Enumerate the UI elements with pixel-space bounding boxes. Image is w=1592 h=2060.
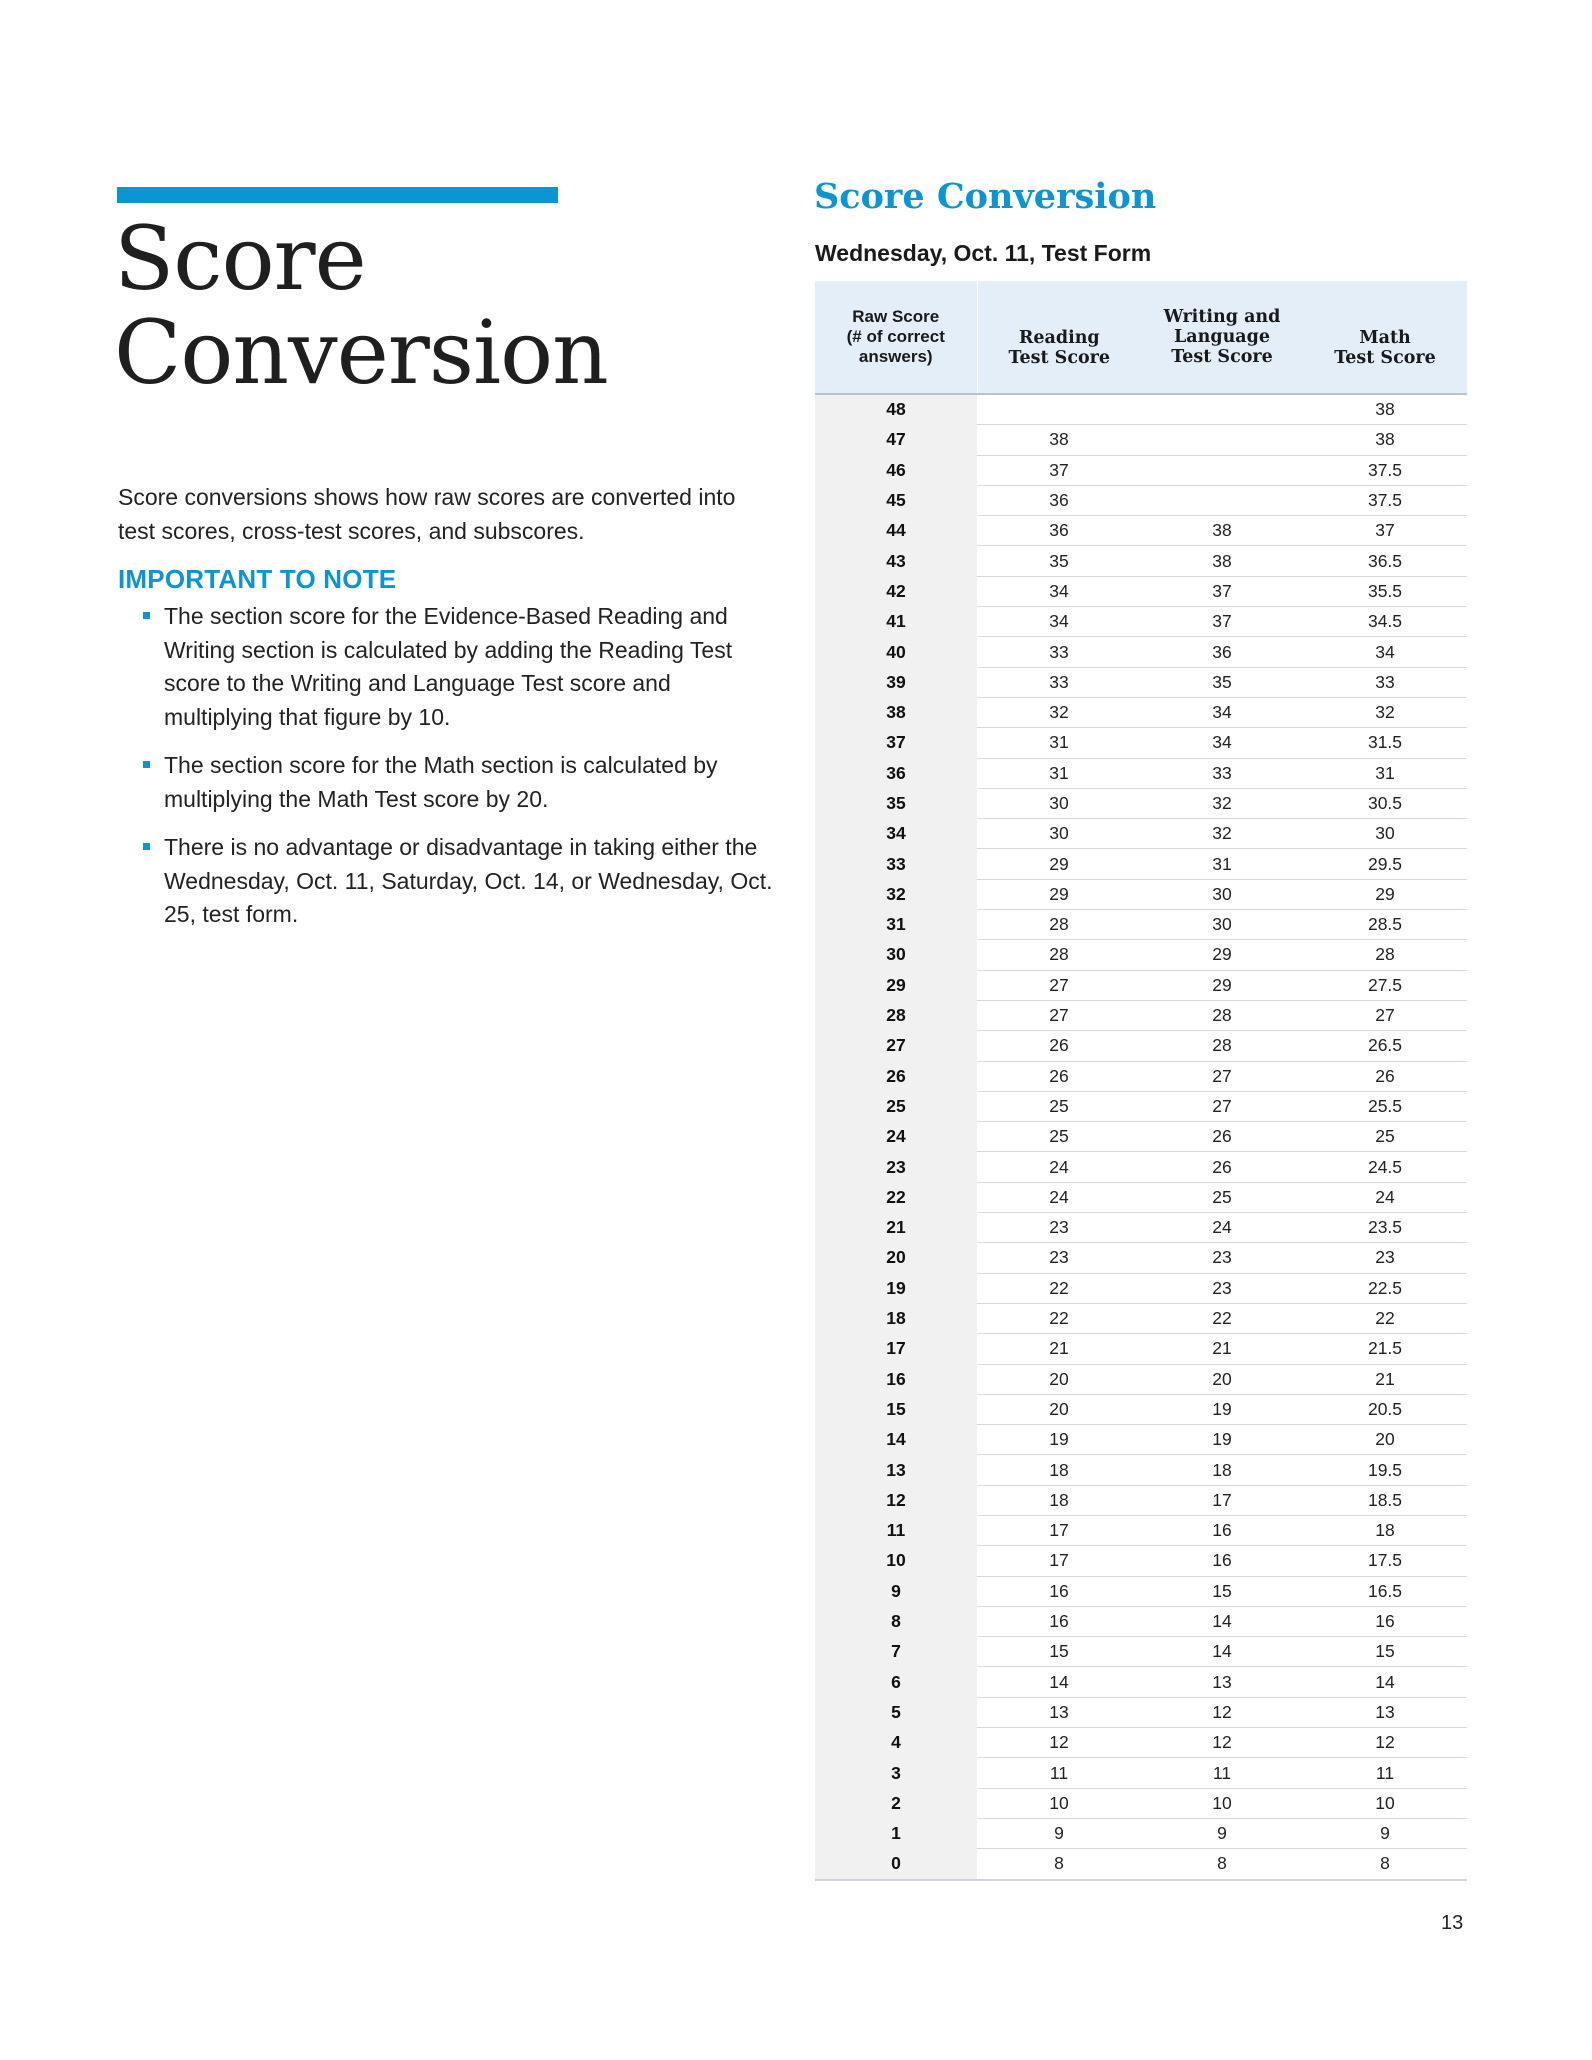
header-raw-line1: Raw Score [852, 307, 940, 326]
cell-writing-language-score: 14 [1141, 1606, 1303, 1636]
cell-reading-score: 27 [977, 970, 1141, 1000]
table-row [815, 1788, 1467, 1818]
cell-writing-language-score: 12 [1141, 1728, 1303, 1758]
cell-raw-score: 12 [815, 1485, 977, 1515]
cell-writing-language-score: 22 [1141, 1303, 1303, 1333]
table-row [815, 697, 1467, 727]
cell-raw-score: 1 [815, 1818, 977, 1848]
cell-raw-score: 31 [815, 910, 977, 940]
cell-reading-score: 17 [977, 1515, 1141, 1545]
cell-reading-score: 27 [977, 1000, 1141, 1030]
cell-reading-score: 28 [977, 910, 1141, 940]
bullet-square-icon [143, 761, 150, 768]
cell-raw-score: 8 [815, 1606, 977, 1636]
cell-math-score: 18.5 [1303, 1485, 1467, 1515]
cell-math-score: 22.5 [1303, 1273, 1467, 1303]
cell-math-score: 31 [1303, 758, 1467, 788]
header-wl-line3: Test Score [1171, 347, 1273, 367]
table-row [815, 1637, 1467, 1667]
page-title [114, 207, 608, 404]
cell-writing-language-score: 32 [1141, 819, 1303, 849]
cell-reading-score: 30 [977, 819, 1141, 849]
table-row [815, 1000, 1467, 1030]
cell-reading-score: 16 [977, 1606, 1141, 1636]
table-row [815, 819, 1467, 849]
cell-raw-score: 28 [815, 1000, 977, 1030]
cell-writing-language-score: 13 [1141, 1667, 1303, 1697]
cell-writing-language-score: 23 [1141, 1273, 1303, 1303]
cell-raw-score: 2 [815, 1788, 977, 1818]
cell-reading-score: 29 [977, 849, 1141, 879]
cell-math-score: 15 [1303, 1637, 1467, 1667]
cell-math-score: 32 [1303, 697, 1467, 727]
table-row [815, 1667, 1467, 1697]
note-item-text: The section score for the Math section is calculated by multiplying the Math Test score by 20. [164, 752, 718, 812]
cell-math-score: 29.5 [1303, 849, 1467, 879]
table-row [815, 394, 1467, 425]
score-conversion-table [815, 281, 1467, 1881]
cell-writing-language-score: 10 [1141, 1788, 1303, 1818]
cell-reading-score: 31 [977, 758, 1141, 788]
cell-reading-score: 15 [977, 1637, 1141, 1667]
table-row [815, 1728, 1467, 1758]
cell-writing-language-score: 16 [1141, 1515, 1303, 1545]
header-math-line1: Math [1359, 328, 1411, 348]
cell-raw-score: 32 [815, 879, 977, 909]
cell-writing-language-score: 33 [1141, 758, 1303, 788]
page-title-line2: Conversion [114, 301, 608, 404]
cell-writing-language-score: 34 [1141, 728, 1303, 758]
cell-math-score: 16 [1303, 1606, 1467, 1636]
cell-reading-score: 12 [977, 1728, 1141, 1758]
cell-raw-score: 29 [815, 970, 977, 1000]
cell-reading-score: 20 [977, 1394, 1141, 1424]
cell-reading-score: 21 [977, 1334, 1141, 1364]
table-row [815, 425, 1467, 455]
cell-math-score: 27.5 [1303, 970, 1467, 1000]
table-row [815, 1818, 1467, 1848]
table-row [815, 1152, 1467, 1182]
cell-reading-score: 10 [977, 1788, 1141, 1818]
cell-math-score: 28 [1303, 940, 1467, 970]
cell-writing-language-score: 37 [1141, 576, 1303, 606]
table-row [815, 607, 1467, 637]
cell-raw-score: 11 [815, 1515, 977, 1545]
cell-raw-score: 0 [815, 1849, 977, 1880]
table-row [815, 667, 1467, 697]
cell-reading-score: 33 [977, 667, 1141, 697]
table-body [815, 394, 1467, 1880]
cell-math-score: 26.5 [1303, 1031, 1467, 1061]
header-math-score [1303, 281, 1467, 394]
note-item [118, 600, 778, 734]
cell-writing-language-score: 15 [1141, 1576, 1303, 1606]
cell-writing-language-score: 32 [1141, 788, 1303, 818]
table-row [815, 1485, 1467, 1515]
cell-math-score: 24.5 [1303, 1152, 1467, 1182]
table-header-row [815, 281, 1467, 394]
cell-math-score: 23.5 [1303, 1213, 1467, 1243]
table-row [815, 728, 1467, 758]
cell-math-score: 26 [1303, 1061, 1467, 1091]
header-raw-score [815, 281, 977, 394]
cell-math-score: 31.5 [1303, 728, 1467, 758]
cell-math-score: 14 [1303, 1667, 1467, 1697]
cell-math-score: 37 [1303, 516, 1467, 546]
cell-raw-score: 5 [815, 1697, 977, 1727]
cell-writing-language-score: 31 [1141, 849, 1303, 879]
cell-math-score: 34.5 [1303, 607, 1467, 637]
cell-math-score: 30.5 [1303, 788, 1467, 818]
cell-writing-language-score: 30 [1141, 879, 1303, 909]
cell-reading-score: 22 [977, 1273, 1141, 1303]
cell-reading-score: 30 [977, 788, 1141, 818]
table-row [815, 455, 1467, 485]
cell-raw-score: 35 [815, 788, 977, 818]
header-reading-line2: Test Score [1008, 348, 1110, 368]
note-list [118, 600, 778, 947]
cell-writing-language-score: 38 [1141, 516, 1303, 546]
cell-math-score: 37.5 [1303, 485, 1467, 515]
cell-reading-score: 31 [977, 728, 1141, 758]
cell-reading-score [977, 394, 1141, 425]
table-row [815, 1122, 1467, 1152]
table-row [815, 788, 1467, 818]
cell-raw-score: 46 [815, 455, 977, 485]
cell-reading-score: 33 [977, 637, 1141, 667]
cell-reading-score: 19 [977, 1425, 1141, 1455]
cell-math-score: 28.5 [1303, 910, 1467, 940]
note-item [118, 749, 778, 816]
cell-reading-score: 29 [977, 879, 1141, 909]
cell-writing-language-score: 18 [1141, 1455, 1303, 1485]
cell-reading-score: 14 [977, 1667, 1141, 1697]
cell-math-score: 16.5 [1303, 1576, 1467, 1606]
table-row [815, 637, 1467, 667]
table-row [815, 576, 1467, 606]
cell-math-score: 35.5 [1303, 576, 1467, 606]
cell-raw-score: 6 [815, 1667, 977, 1697]
cell-raw-score: 25 [815, 1091, 977, 1121]
intro-text: Score conversions shows how raw scores are converted into test scores, cross-test scores, and subscores. [118, 484, 736, 544]
table-row [815, 1455, 1467, 1485]
cell-writing-language-score: 27 [1141, 1061, 1303, 1091]
cell-raw-score: 36 [815, 758, 977, 788]
cell-writing-language-score: 9 [1141, 1818, 1303, 1848]
table-row [815, 1515, 1467, 1545]
cell-raw-score: 47 [815, 425, 977, 455]
cell-reading-score: 9 [977, 1818, 1141, 1848]
table-row [815, 1425, 1467, 1455]
cell-math-score: 12 [1303, 1728, 1467, 1758]
cell-math-score: 38 [1303, 394, 1467, 425]
table-row [815, 910, 1467, 940]
cell-writing-language-score: 38 [1141, 546, 1303, 576]
cell-raw-score: 14 [815, 1425, 977, 1455]
cell-reading-score: 35 [977, 546, 1141, 576]
table-row [815, 1849, 1467, 1880]
table-row [815, 1758, 1467, 1788]
cell-math-score: 22 [1303, 1303, 1467, 1333]
note-item [118, 831, 778, 932]
cell-writing-language-score [1141, 485, 1303, 515]
cell-reading-score: 16 [977, 1576, 1141, 1606]
table-row [815, 1697, 1467, 1727]
cell-writing-language-score: 24 [1141, 1213, 1303, 1243]
table-row [815, 758, 1467, 788]
cell-math-score: 10 [1303, 1788, 1467, 1818]
cell-reading-score: 13 [977, 1697, 1141, 1727]
cell-math-score: 27 [1303, 1000, 1467, 1030]
table-row [815, 1091, 1467, 1121]
cell-raw-score: 23 [815, 1152, 977, 1182]
cell-raw-score: 38 [815, 697, 977, 727]
cell-reading-score: 18 [977, 1485, 1141, 1515]
cell-writing-language-score: 19 [1141, 1425, 1303, 1455]
bullet-square-icon [143, 612, 150, 619]
table-row [815, 879, 1467, 909]
cell-reading-score: 26 [977, 1031, 1141, 1061]
cell-reading-score: 17 [977, 1546, 1141, 1576]
header-raw-line2: (# of correct [846, 327, 945, 346]
cell-math-score: 25 [1303, 1122, 1467, 1152]
cell-raw-score: 9 [815, 1576, 977, 1606]
cell-writing-language-score: 21 [1141, 1334, 1303, 1364]
cell-writing-language-score: 23 [1141, 1243, 1303, 1273]
cell-math-score: 37.5 [1303, 455, 1467, 485]
note-item-text: There is no advantage or disadvantage in taking either the Wednesday, Oct. 11, Saturday, Oct. 14, or Wednesday, Oct. 25, test form. [164, 834, 773, 927]
cell-raw-score: 33 [815, 849, 977, 879]
cell-math-score: 11 [1303, 1758, 1467, 1788]
table-row [815, 516, 1467, 546]
header-wl-line2: Language [1173, 327, 1271, 347]
cell-math-score: 34 [1303, 637, 1467, 667]
cell-writing-language-score: 14 [1141, 1637, 1303, 1667]
cell-math-score: 21.5 [1303, 1334, 1467, 1364]
cell-raw-score: 10 [815, 1546, 977, 1576]
cell-raw-score: 16 [815, 1364, 977, 1394]
cell-reading-score: 18 [977, 1455, 1141, 1485]
cell-raw-score: 30 [815, 940, 977, 970]
cell-writing-language-score: 25 [1141, 1182, 1303, 1212]
header-writing-language-score [1141, 281, 1303, 394]
cell-math-score: 29 [1303, 879, 1467, 909]
cell-raw-score: 26 [815, 1061, 977, 1091]
cell-math-score: 30 [1303, 819, 1467, 849]
cell-math-score: 19.5 [1303, 1455, 1467, 1485]
table-row [815, 849, 1467, 879]
cell-reading-score: 37 [977, 455, 1141, 485]
cell-raw-score: 37 [815, 728, 977, 758]
cell-writing-language-score: 26 [1141, 1122, 1303, 1152]
cell-raw-score: 43 [815, 546, 977, 576]
table-row [815, 1394, 1467, 1424]
cell-raw-score: 27 [815, 1031, 977, 1061]
cell-writing-language-score: 37 [1141, 607, 1303, 637]
cell-math-score: 38 [1303, 425, 1467, 455]
table-row [815, 1031, 1467, 1061]
cell-math-score: 20 [1303, 1425, 1467, 1455]
cell-math-score: 9 [1303, 1818, 1467, 1848]
table-row [815, 940, 1467, 970]
cell-raw-score: 21 [815, 1213, 977, 1243]
cell-reading-score: 28 [977, 940, 1141, 970]
cell-reading-score: 25 [977, 1091, 1141, 1121]
cell-raw-score: 19 [815, 1273, 977, 1303]
page-number: 13 [1441, 1912, 1464, 1934]
cell-writing-language-score: 34 [1141, 697, 1303, 727]
test-form-title: Wednesday, Oct. 11, Test Form [815, 240, 1152, 266]
cell-writing-language-score: 27 [1141, 1091, 1303, 1121]
table-row [815, 1213, 1467, 1243]
cell-math-score: 8 [1303, 1849, 1467, 1880]
page-title-line1: Score [114, 207, 366, 310]
cell-math-score: 17.5 [1303, 1546, 1467, 1576]
cell-raw-score: 4 [815, 1728, 977, 1758]
section-title: Score Conversion [814, 176, 1157, 217]
cell-raw-score: 20 [815, 1243, 977, 1273]
header-math-line2: Test Score [1334, 348, 1436, 368]
table-row [815, 546, 1467, 576]
cell-writing-language-score: 17 [1141, 1485, 1303, 1515]
cell-reading-score: 38 [977, 425, 1141, 455]
table-row [815, 1606, 1467, 1636]
cell-math-score: 21 [1303, 1364, 1467, 1394]
cell-writing-language-score [1141, 455, 1303, 485]
cell-reading-score: 24 [977, 1182, 1141, 1212]
cell-writing-language-score: 8 [1141, 1849, 1303, 1880]
table-row [815, 1243, 1467, 1273]
cell-math-score: 36.5 [1303, 546, 1467, 576]
cell-reading-score: 25 [977, 1122, 1141, 1152]
cell-writing-language-score: 28 [1141, 1031, 1303, 1061]
bullet-square-icon [143, 843, 150, 850]
note-item-text: The section score for the Evidence-Based Reading and Writing section is calculated by adding the Reading Test score to the Writing and Language Test score and multiplying that figure by 10. [164, 603, 733, 730]
cell-raw-score: 42 [815, 576, 977, 606]
cell-writing-language-score: 35 [1141, 667, 1303, 697]
cell-raw-score: 41 [815, 607, 977, 637]
cell-raw-score: 3 [815, 1758, 977, 1788]
cell-raw-score: 44 [815, 516, 977, 546]
cell-reading-score: 11 [977, 1758, 1141, 1788]
table-row [815, 1546, 1467, 1576]
cell-raw-score: 39 [815, 667, 977, 697]
important-note-heading: IMPORTANT TO NOTE [118, 564, 397, 594]
cell-writing-language-score: 19 [1141, 1394, 1303, 1424]
header-reading-score [977, 281, 1141, 394]
cell-raw-score: 22 [815, 1182, 977, 1212]
cell-writing-language-score: 36 [1141, 637, 1303, 667]
cell-writing-language-score [1141, 425, 1303, 455]
cell-math-score: 13 [1303, 1697, 1467, 1727]
table-row [815, 1061, 1467, 1091]
cell-raw-score: 15 [815, 1394, 977, 1424]
cell-raw-score: 18 [815, 1303, 977, 1333]
cell-writing-language-score [1141, 394, 1303, 425]
cell-math-score: 20.5 [1303, 1394, 1467, 1424]
cell-reading-score: 22 [977, 1303, 1141, 1333]
cell-writing-language-score: 12 [1141, 1697, 1303, 1727]
cell-raw-score: 48 [815, 394, 977, 425]
header-reading-line1: Reading [1018, 328, 1100, 348]
table-row [815, 1334, 1467, 1364]
cell-reading-score: 36 [977, 516, 1141, 546]
table-row [815, 1182, 1467, 1212]
cell-reading-score: 32 [977, 697, 1141, 727]
cell-reading-score: 23 [977, 1243, 1141, 1273]
table-row [815, 1273, 1467, 1303]
table-row [815, 1303, 1467, 1333]
table-row [815, 970, 1467, 1000]
cell-math-score: 18 [1303, 1515, 1467, 1545]
cell-raw-score: 24 [815, 1122, 977, 1152]
cell-raw-score: 17 [815, 1334, 977, 1364]
cell-reading-score: 34 [977, 576, 1141, 606]
cell-writing-language-score: 30 [1141, 910, 1303, 940]
table-row [815, 485, 1467, 515]
header-wl-line1: Writing and [1163, 307, 1281, 327]
cell-reading-score: 26 [977, 1061, 1141, 1091]
cell-writing-language-score: 11 [1141, 1758, 1303, 1788]
table-row [815, 1364, 1467, 1394]
cell-reading-score: 23 [977, 1213, 1141, 1243]
table-row [815, 1576, 1467, 1606]
cell-reading-score: 24 [977, 1152, 1141, 1182]
cell-math-score: 25.5 [1303, 1091, 1467, 1121]
cell-math-score: 24 [1303, 1182, 1467, 1212]
cell-reading-score: 34 [977, 607, 1141, 637]
cell-reading-score: 20 [977, 1364, 1141, 1394]
accent-bar [117, 187, 558, 203]
cell-math-score: 23 [1303, 1243, 1467, 1273]
cell-reading-score: 36 [977, 485, 1141, 515]
cell-math-score: 33 [1303, 667, 1467, 697]
cell-writing-language-score: 16 [1141, 1546, 1303, 1576]
header-raw-line3: answers) [858, 347, 933, 366]
cell-raw-score: 45 [815, 485, 977, 515]
cell-writing-language-score: 29 [1141, 970, 1303, 1000]
cell-raw-score: 7 [815, 1637, 977, 1667]
cell-writing-language-score: 20 [1141, 1364, 1303, 1394]
cell-raw-score: 34 [815, 819, 977, 849]
cell-reading-score: 8 [977, 1849, 1141, 1880]
cell-writing-language-score: 26 [1141, 1152, 1303, 1182]
cell-writing-language-score: 28 [1141, 1000, 1303, 1030]
cell-writing-language-score: 29 [1141, 940, 1303, 970]
cell-raw-score: 40 [815, 637, 977, 667]
cell-raw-score: 13 [815, 1455, 977, 1485]
